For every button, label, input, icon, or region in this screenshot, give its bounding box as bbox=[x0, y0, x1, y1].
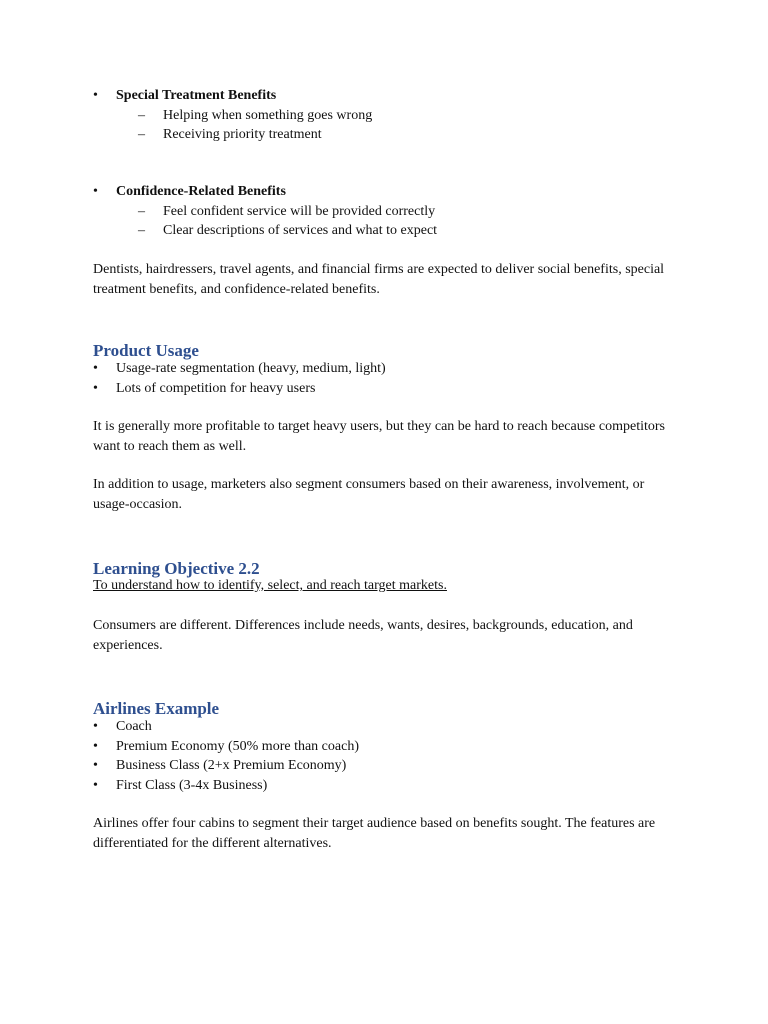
confidence-section bbox=[93, 182, 683, 241]
dash-icon: – bbox=[138, 203, 145, 219]
special-treatment-section bbox=[93, 86, 683, 145]
bullet-icon: • bbox=[93, 88, 98, 103]
learning-objective-subtitle: To understand how to identify, select, and reach target markets. bbox=[93, 578, 447, 593]
bullet-icon: • bbox=[93, 361, 98, 376]
dash-icon: – bbox=[138, 127, 145, 142]
bullet-icon: • bbox=[93, 184, 98, 199]
bullet-icon: • bbox=[93, 777, 98, 793]
paragraph-airlines: Airlines offer four cabins to segment their target audience based on benefits sought. The features are differentiated for the different alternatives. bbox=[93, 816, 656, 851]
airlines-list bbox=[93, 717, 683, 795]
product-usage-list bbox=[93, 359, 683, 398]
list-item: Clear descriptions of services and what to expect bbox=[163, 223, 438, 238]
paragraph-dentists: Dentists, hairdressers, travel agents, and financial firms are expected to deliver social benefits, special treatment benefits, and confidence-related benefits. bbox=[93, 262, 665, 297]
dash-icon: – bbox=[138, 107, 145, 123]
list-item: Helping when something goes wrong bbox=[163, 107, 373, 123]
list-item: Receiving priority treatment bbox=[163, 127, 322, 142]
list-item: Lots of competition for heavy users bbox=[116, 380, 316, 396]
confidence-title: Confidence-Related Benefits bbox=[116, 184, 286, 199]
list-item: Feel confident service will be provided correctly bbox=[163, 203, 436, 219]
bullet-icon: • bbox=[93, 719, 98, 734]
list-item: First Class (3-4x Business) bbox=[116, 777, 268, 793]
bullet-icon: • bbox=[93, 738, 98, 754]
paragraph-consumers: Consumers are different. Differences include needs, wants, desires, backgrounds, education, and experiences. bbox=[93, 618, 633, 653]
list-item: Usage-rate segmentation (heavy, medium, light) bbox=[116, 361, 386, 376]
list-item: Business Class (2+x Premium Economy) bbox=[116, 758, 347, 773]
special-treatment-title: Special Treatment Benefits bbox=[116, 88, 277, 103]
paragraph-heavy-users: It is generally more profitable to target heavy users, but they can be hard to reach because competitors want to reach them as well. bbox=[93, 419, 665, 454]
paragraph-usage-segmentation: In addition to usage, marketers also segment consumers based on their awareness, involvement, or usage-occasion. bbox=[93, 477, 645, 512]
list-item: Premium Economy (50% more than coach) bbox=[116, 738, 359, 754]
bullet-icon: • bbox=[93, 380, 98, 396]
bullet-icon: • bbox=[93, 758, 98, 773]
heading-airlines-example: Airlines Example bbox=[93, 699, 220, 718]
list-item: Coach bbox=[116, 719, 152, 734]
heading-learning-objective: Learning Objective 2.2 bbox=[93, 559, 260, 578]
heading-product-usage: Product Usage bbox=[93, 341, 199, 360]
dash-icon: – bbox=[138, 223, 145, 238]
